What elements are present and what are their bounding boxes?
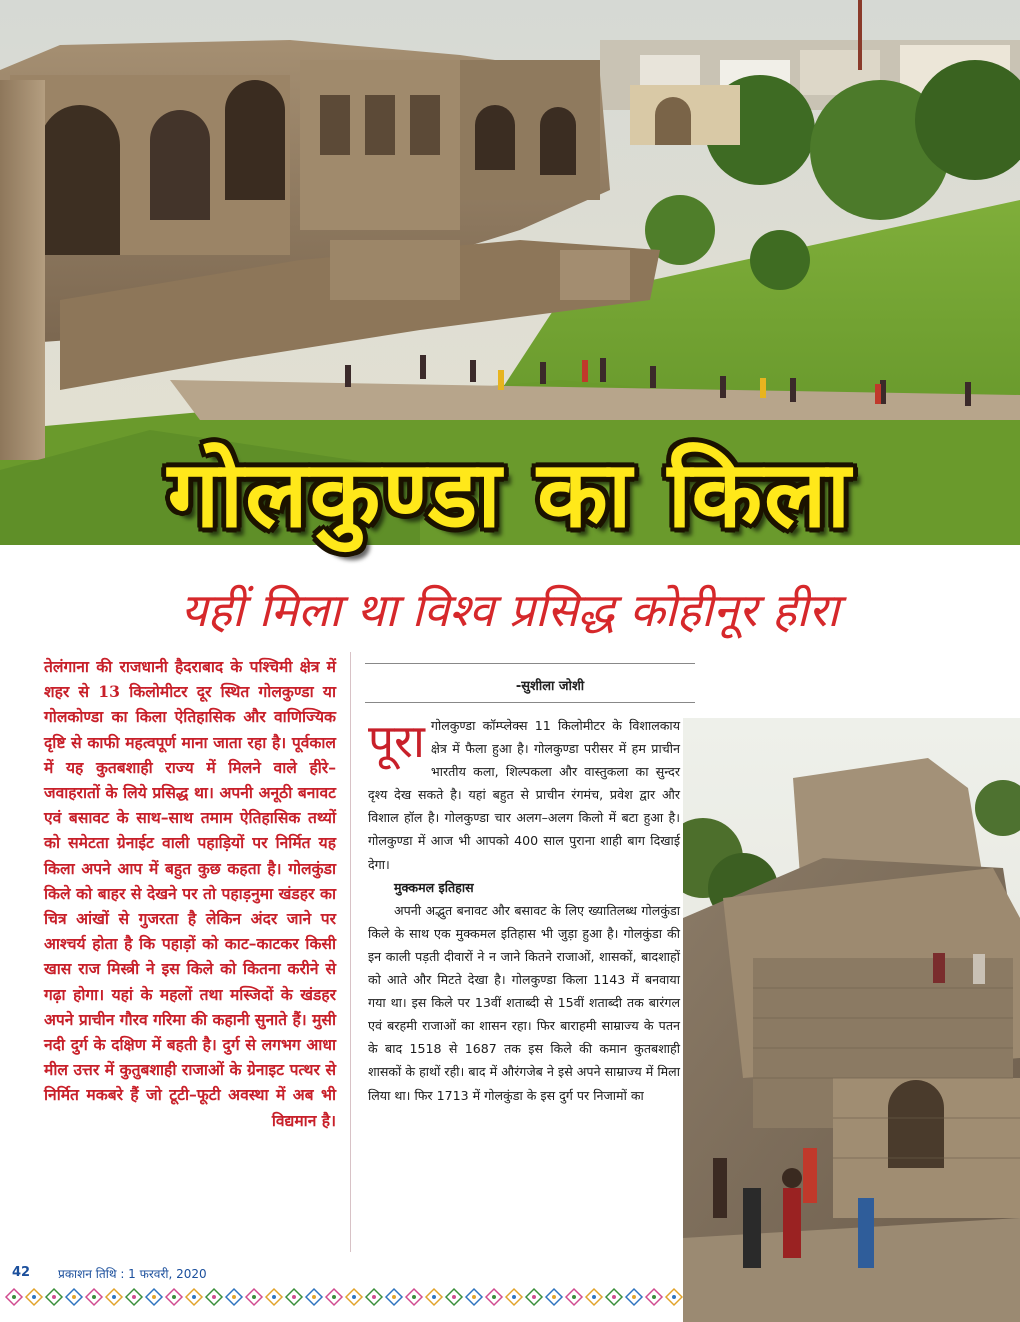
deco-dot <box>432 1295 436 1299</box>
drop-cap: पूरा <box>368 714 425 768</box>
deco-dot <box>672 1295 676 1299</box>
article-title: गोलकुण्डा का किला <box>167 441 853 548</box>
deco-dot <box>272 1295 276 1299</box>
decorative-border-icon <box>0 1287 683 1307</box>
left-column <box>44 654 336 1133</box>
deco-dot <box>352 1295 356 1299</box>
deco-dot <box>52 1295 56 1299</box>
deco-dot <box>392 1295 396 1299</box>
left-column-text: तेलंगाना की राजधानी हैदराबाद के पश्चिमी क्षेत्र में शहर से 13 किलोमीटर दूर स्थित गोलकुण्डा या गोलकोण्डा का किला ऐतिहासिक और वाणिज्यिक दृष्टि से काफी महत्वपूर्ण माना जाता रहा है। पूर्वकाल में यह कुतबशाही राज्य में मिलने वाले हीरे–जवाहरातों के लिये प्रसिद्ध था। अपनी अनूठी बनावट एवं बसावट के साथ–साथ तमाम ऐतिहासिक तथ्यों को समेटता ग्रेनाईट वाली पहाड़ियों पर निर्मित यह किला अपने आप में बहुत कुछ कहता है। गोलकुंडा किले को बाहर से देखने पर तो पहाड़नुमा खंडहर का चित्र आंखों से गुजरता है लेकिन अंदर जाने पर आश्चर्य होता है कि पहाड़ों को काट–काटकर किसी खास राज मिस्त्री ने इस किले को कितना करीने से गढ़ा होगा। यहां के महलों तथा मस्जिदों के खंडहर अपने प्राचीन गौरव गरिमा की कहानी सुनाते हैं। मुसी नदी दुर्ग के दक्षिण में बहती है। दुर्ग से लगभग आधा मील उत्तर में कुतुबशाही राजाओं के ग्रेनाइट पत्थर से निर्मित मकबरे हैं जो टूटी–फूटी अवस्था में अब भी विद्यमान है। <box>44 657 337 1130</box>
deco-dot <box>512 1295 516 1299</box>
deco-dot <box>552 1295 556 1299</box>
page-number: 42 <box>12 1265 31 1280</box>
page-footer <box>0 1253 683 1322</box>
deco-dot <box>312 1295 316 1299</box>
section-heading: मुक्कमल इतिहास <box>394 879 474 895</box>
deco-dot <box>72 1295 76 1299</box>
deco-dot <box>212 1295 216 1299</box>
deco-dot <box>412 1295 416 1299</box>
deco-dot <box>612 1295 616 1299</box>
deco-dot <box>332 1295 336 1299</box>
publication-date: प्रकाशन तिथि : 1 फरवरी, 2020 <box>58 1267 207 1281</box>
author-byline: -सुशीला जोशी <box>515 679 585 694</box>
fort-walls-photo <box>683 718 1020 1322</box>
deco-dot <box>532 1295 536 1299</box>
byline-rule-top <box>365 663 695 664</box>
deco-dot <box>232 1295 236 1299</box>
deco-dot <box>472 1295 476 1299</box>
deco-dot <box>572 1295 576 1299</box>
deco-dot <box>32 1295 36 1299</box>
intro-paragraph: गोलकुण्डा कॉम्प्लेक्स 11 किलोमीटर के विशालकाय क्षेत्र में फैला हुआ है। गोलकुण्डा परीसर में हम प्राचीन भारतीय कला, शिल्पकला और वास्तुकला का सुन्दर दृश्य देख सकते है। यहां बहुत से प्राचीन रंगमंच, प्रवेश द्वार और विशाल हॉल है। गोलकुण्डा चार अलग–अलग किलो में बटा हुआ है। गोलकुण्डा में आज भी आपको 400 साल पुराना शाही बाग दिखाई देगा। <box>368 718 680 872</box>
deco-dot <box>12 1295 16 1299</box>
deco-dot <box>132 1295 136 1299</box>
deco-dot <box>112 1295 116 1299</box>
deco-dot <box>172 1295 176 1299</box>
body-column <box>368 714 680 1107</box>
deco-dot <box>492 1295 496 1299</box>
column-divider <box>350 652 351 1252</box>
deco-dot <box>292 1295 296 1299</box>
deco-dot <box>152 1295 156 1299</box>
deco-dot <box>592 1295 596 1299</box>
deco-dot <box>92 1295 96 1299</box>
section-paragraph: अपनी अद्भुत बनावट और बसावट के लिए ख्यातिलब्ध गोलकुंडा किले के साथ एक मुक्कमल इतिहास भी जुड़ा हुआ है। गोलकुंडा की इन काली पड़ती दीवारों ने न जाने कितने राजाओं, शासकों, बादशाहों को आते और मिटते देखा है। गोलकुण्डा किला 1143 में बनवाया गया था। इस किले पर 13वीं शताब्दी से 15वीं शताब्दी तक बारंगल एवं बरहमी राजाओं का शासन रहा। फिर बाराहमी साम्राज्य के पतन के बाद 1518 से 1687 तक इस किले की कमान कुतबशाही शासकों के हाथों रही। बाद में औरंगजेब ने इसे अपने साम्राज्य में मिला लिया था। फिर 1713 में गोलकुंडा के इस दुर्ग पर निजामों का <box>368 902 680 1103</box>
deco-dot <box>252 1295 256 1299</box>
byline-rule-bottom <box>365 702 695 703</box>
deco-dot <box>652 1295 656 1299</box>
deco-dot <box>452 1295 456 1299</box>
deco-dot <box>632 1295 636 1299</box>
deco-dot <box>372 1295 376 1299</box>
article-subtitle: यहीं मिला था विश्व प्रसिद्ध कोहीनूर हीरा <box>180 583 840 637</box>
deco-dot <box>192 1295 196 1299</box>
